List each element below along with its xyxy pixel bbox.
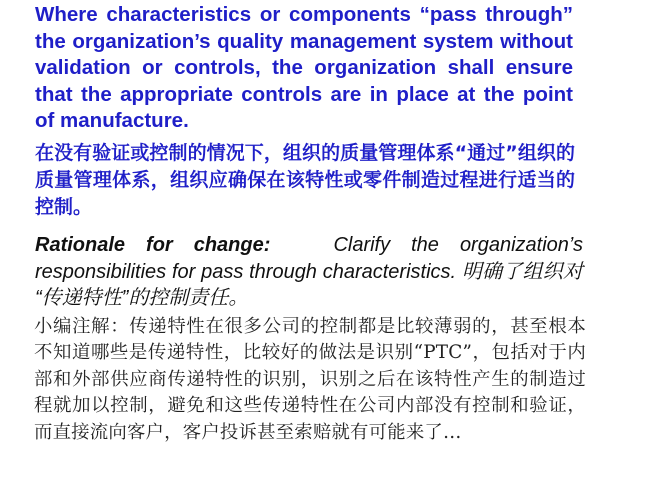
requirement-english-text: Where characteristics or components “pass through” the organization’s quality management system without validation or controls, the organization shall ensure that the appropriate controls are in place at the point of manufacture. (35, 3, 573, 133)
requirement-chinese-text: 在没有验证或控制的情况下，组织的质量管理体系“通过”组织的质量管理体系，组织应确保在该特性或零件制造过程进行适当的控制。 (35, 142, 575, 218)
rationale-label: Rationale for change: (35, 234, 271, 256)
rationale-paragraph (35, 232, 583, 312)
rationale-text: Clarify the organization’s responsibilities for pass through characteristics. 明确了组织对 “传递特性”的控制责任。 (35, 234, 583, 309)
editor-note-text: 小编注解：传递特性在很多公司的控制都是比较薄弱的，甚至根本不知道哪些是传递特性，比较好的做法是识别“PTC”，包括对于内部和外部供应商传递特性的识别，识别之后在该特性产生的制造过程就加以控制，避免和这些传递特性在公司内部没有控制和验证，而直接流向客户，客户投诉甚至索赔就有可能来了… (34, 316, 586, 443)
